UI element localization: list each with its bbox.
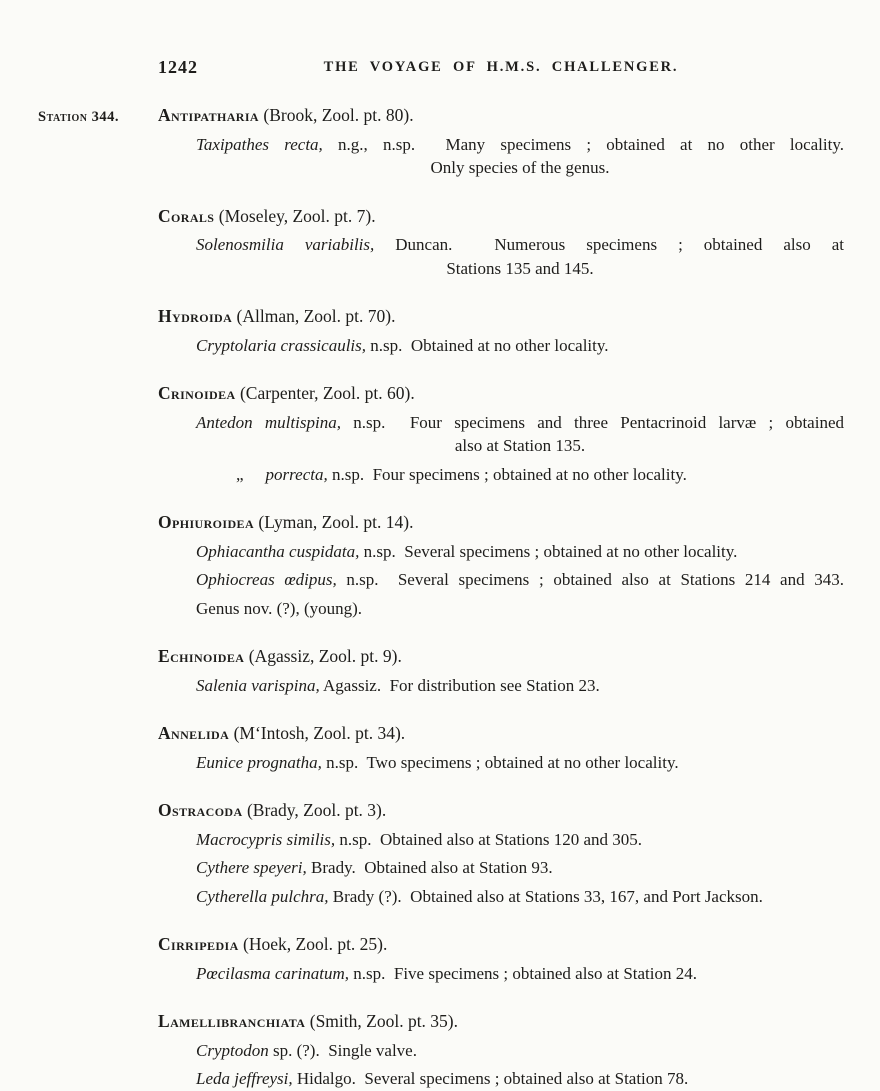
species-name: Salenia varispina, (196, 675, 320, 695)
species-name: Ophiocreas œdipus, (196, 570, 337, 590)
entry-continuation: Stations 135 and 145. (446, 258, 594, 278)
species-name: Cythere speyeri, (196, 858, 307, 878)
entry-text: n.g., n.sp. Many specimens ; obtained at no other locality. (322, 134, 844, 154)
margin-note-station: Station 344. (38, 109, 120, 125)
entry-text: n.sp. Several specimens ; obtained at no other locality. (359, 541, 738, 561)
ditto-mark: „ (236, 464, 244, 484)
group-name: Crinoidea (158, 383, 236, 404)
species-group (158, 104, 844, 180)
entry-text: n.sp. Four specimens ; obtained at no other locality. (327, 464, 687, 484)
group-reference: (M‘Intosh, Zool. pt. 34). (229, 723, 406, 744)
group-reference: (Smith, Zool. pt. 35). (305, 1011, 459, 1032)
group-reference: (Allman, Zool. pt. 70). (232, 306, 396, 327)
entry-line (196, 540, 844, 563)
group-reference: (Carpenter, Zool. pt. 60). (235, 383, 415, 404)
entry-text: n.sp. Obtained also at Stations 120 and 305. (335, 829, 643, 849)
entry-text: n.sp. Obtained at no other locality. (366, 335, 609, 355)
entry-text: n.sp. Four specimens and three Pentacrinoid larvæ ; obtained (340, 412, 844, 432)
species-name: Cytherella pulchra, (196, 886, 329, 906)
species-name: Solenosmilia variabilis, (196, 235, 375, 255)
species-name: Taxipathes recta, (196, 134, 323, 154)
group-name: Corals (158, 205, 215, 226)
entry-line (196, 568, 844, 591)
species-entry (196, 1039, 844, 1062)
species-entry (196, 751, 844, 774)
running-title: THE VOYAGE OF H.M.S. CHALLENGER. (323, 59, 679, 75)
entry-continuation: Only species of the genus. (430, 158, 610, 178)
species-entry (196, 885, 844, 908)
entry-line (196, 962, 844, 985)
species-group (158, 305, 844, 357)
group-reference: (Agassiz, Zool. pt. 9). (244, 646, 402, 667)
entry-line (196, 334, 844, 357)
species-name: Eunice prognatha, (196, 752, 322, 772)
entry-line (196, 751, 844, 774)
entry-text: Hidalgo. Several specimens ; obtained also at Station 78. (292, 1069, 689, 1089)
entry-line (196, 828, 844, 851)
species-entry (196, 233, 844, 280)
page-header (158, 57, 844, 83)
group-reference: (Moseley, Zool. pt. 7). (214, 205, 376, 226)
group-name: Antipatharia (158, 105, 259, 125)
group-name: Hydroida (158, 306, 233, 327)
group-name: Annelida (158, 723, 230, 744)
group-name: Cirripedia (158, 934, 239, 955)
species-group (158, 799, 844, 908)
species-group (158, 645, 844, 697)
entry-line (236, 463, 844, 486)
group-heading (158, 933, 844, 957)
entry-text: n.sp. Two specimens ; obtained at no other locality. (321, 752, 679, 772)
species-name: Pœcilasma carinatum, (196, 963, 349, 983)
species-entry (196, 1067, 844, 1090)
entry-text: n.sp. Several specimens ; obtained also at Stations 214 and 343. (336, 570, 844, 590)
entry-line (196, 411, 844, 434)
group-heading (158, 305, 844, 329)
text-column (158, 57, 844, 1091)
group-name: Ophiuroidea (158, 512, 255, 533)
entry-text: Brady (?). Obtained also at Stations 33, 167, and Port Jackson. (328, 886, 763, 906)
entry-line (196, 1067, 844, 1090)
species-entry (196, 962, 844, 985)
species-entry (196, 133, 844, 180)
species-name: Cryptodon (196, 1040, 269, 1060)
species-entry (196, 568, 844, 591)
species-entry (196, 856, 844, 879)
group-heading (158, 1010, 844, 1034)
entry-text: Agassiz. For distribution see Station 23. (319, 675, 600, 695)
entry-line (196, 133, 844, 156)
content-body (158, 104, 844, 1091)
species-group (158, 933, 844, 985)
entry-text: n.sp. Five specimens ; obtained also at Station 24. (349, 963, 697, 983)
group-heading (158, 382, 844, 406)
group-reference: (Brady, Zool. pt. 3). (242, 800, 387, 821)
entry-line (196, 885, 844, 908)
page-number: 1242 (158, 57, 198, 77)
species-group (158, 722, 844, 774)
species-name: Ophiacantha cuspidata, (196, 541, 360, 561)
entry-text: Brady. Obtained also at Station 93. (306, 858, 553, 878)
species-name: Antedon multispina, (196, 412, 341, 432)
entry-line (196, 1039, 844, 1062)
species-name: Cryptolaria crassicaulis, (196, 335, 367, 355)
group-heading (158, 104, 844, 128)
entry-line (196, 233, 844, 256)
group-name: Lamellibranchiata (158, 1011, 306, 1032)
entry-line (196, 856, 844, 879)
species-name: Leda jeffreysi, (196, 1069, 293, 1089)
group-heading (158, 645, 844, 669)
entry-line (196, 674, 844, 697)
group-heading (158, 722, 844, 746)
entry-text: Genus nov. (?), (young). (196, 598, 363, 618)
species-entry (196, 463, 844, 486)
group-heading (158, 799, 844, 823)
group-reference: (Brook, Zool. pt. 80). (259, 105, 414, 125)
entry-text: Duncan. Numerous specimens ; obtained also at (374, 235, 845, 255)
species-entry (196, 674, 844, 697)
group-heading (158, 205, 844, 229)
entry-line (196, 597, 844, 620)
species-name: Macrocypris similis, (196, 829, 336, 849)
group-reference: (Lyman, Zool. pt. 14). (254, 512, 414, 533)
species-entry (196, 411, 844, 458)
species-group (158, 382, 844, 486)
species-name: porrecta, (265, 464, 328, 484)
species-group (158, 205, 844, 281)
group-name: Echinoidea (158, 646, 245, 667)
entry-continuation: also at Station 135. (454, 436, 586, 456)
species-group (158, 1010, 844, 1091)
species-entry (196, 597, 844, 620)
group-reference: (Hoek, Zool. pt. 25). (238, 934, 388, 955)
species-entry (196, 828, 844, 851)
species-group (158, 511, 844, 620)
entry-text: sp. (?). Single valve. (268, 1040, 417, 1060)
group-heading (158, 511, 844, 535)
species-entry (196, 540, 844, 563)
species-entry (196, 334, 844, 357)
group-name: Ostracoda (158, 800, 243, 821)
